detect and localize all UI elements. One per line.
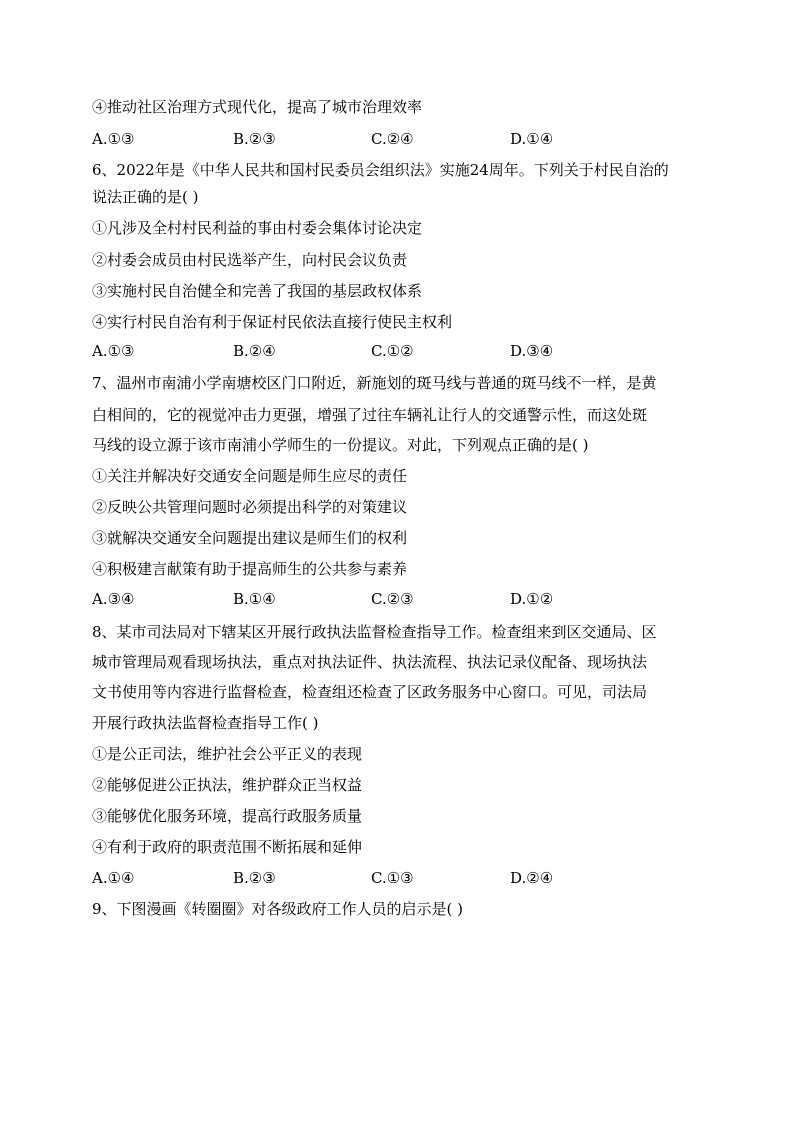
q7-stem-line-1: 7、温州市南浦小学南塘校区门口附近，新施划的斑马线与普通的斑马线不一样，是黄	[92, 374, 657, 392]
q8-option-d: D.②④	[510, 869, 554, 887]
q6-item-1: ①凡涉及全村村民利益的事由村委会集体讨论决定	[92, 219, 423, 237]
q6-item-2: ②村委会成员由村民选举产生，向村民会议负责	[92, 251, 408, 269]
q7-item-4: ④积极建言献策有助于提高师生的公共参与素养	[92, 560, 408, 578]
q7-option-c: C.②③	[371, 590, 414, 608]
q7-option-d: D.①②	[510, 590, 554, 608]
q6-stem-line-2: 说法正确的是( )	[92, 188, 199, 206]
q5-option-b: B.②③	[233, 130, 276, 148]
q6-stem-line-1: 6、2022年是《中华人民共和国村民委员会组织法》实施24周年。下列关于村民自治的	[92, 161, 669, 179]
q8-item-3: ③能够优化服务环境，提高行政服务质量	[92, 807, 363, 825]
q8-option-b: B.②③	[233, 869, 276, 887]
q6-option-d: D.③④	[510, 342, 554, 360]
q6-option-c: C.①②	[371, 342, 414, 360]
q8-option-c: C.①③	[371, 869, 414, 887]
q7-item-3: ③就解决交通安全问题提出建议是师生们的权利	[92, 529, 408, 547]
q6-option-a: A.①③	[92, 342, 135, 360]
q7-item-1: ①关注并解决好交通安全问题是师生应尽的责任	[92, 467, 408, 485]
q8-option-a: A.①④	[92, 869, 135, 887]
q5-option-d: D.①④	[510, 130, 554, 148]
q8-stem-line-3: 文书使用等内容进行监督检查，检查组还检查了区政务服务中心窗口。可见，司法局	[92, 683, 648, 701]
q5-option-a: A.①③	[92, 130, 135, 148]
q8-stem-line-1: 8、某市司法局对下辖某区开展行政执法监督检查指导工作。检查组来到区交通局、区	[92, 623, 657, 641]
q9-stem-line-1: 9、下图漫画《转圈圈》对各级政府工作人员的启示是( )	[92, 900, 464, 918]
q7-option-b: B.①④	[233, 590, 276, 608]
q6-item-4: ④实行村民自治有利于保证村民依法直接行使民主权利	[92, 313, 453, 331]
q7-item-2: ②反映公共管理问题时必须提出科学的对策建议	[92, 498, 408, 516]
q7-option-a: A.③④	[92, 590, 135, 608]
q8-item-2: ②能够促进公正执法，维护群众正当权益	[92, 776, 363, 794]
q8-item-1: ①是公正司法，维护社会公平正义的表现	[92, 745, 363, 763]
q5-option-c: C.②④	[371, 130, 414, 148]
q7-stem-line-3: 马线的设立源于该市南浦小学师生的一份提议。对此，下列观点正确的是( )	[92, 436, 589, 454]
q8-stem-line-2: 城市管理局观看现场执法，重点对执法证件、执法流程、执法记录仪配备、现场执法	[92, 653, 648, 671]
q5-item-4: ④推动社区治理方式现代化，提高了城市治理效率	[92, 98, 423, 116]
q8-item-4: ④有利于政府的职责范围不断拓展和延伸	[92, 838, 363, 856]
q6-option-b: B.②④	[233, 342, 276, 360]
q8-stem-line-4: 开展行政执法监督检查指导工作( )	[92, 714, 319, 732]
q7-stem-line-2: 白相间的，它的视觉冲击力更强，增强了过往车辆礼让行人的交通警示性，而这处斑	[92, 406, 648, 424]
q6-item-3: ③实施村民自治健全和完善了我国的基层政权体系	[92, 282, 423, 300]
